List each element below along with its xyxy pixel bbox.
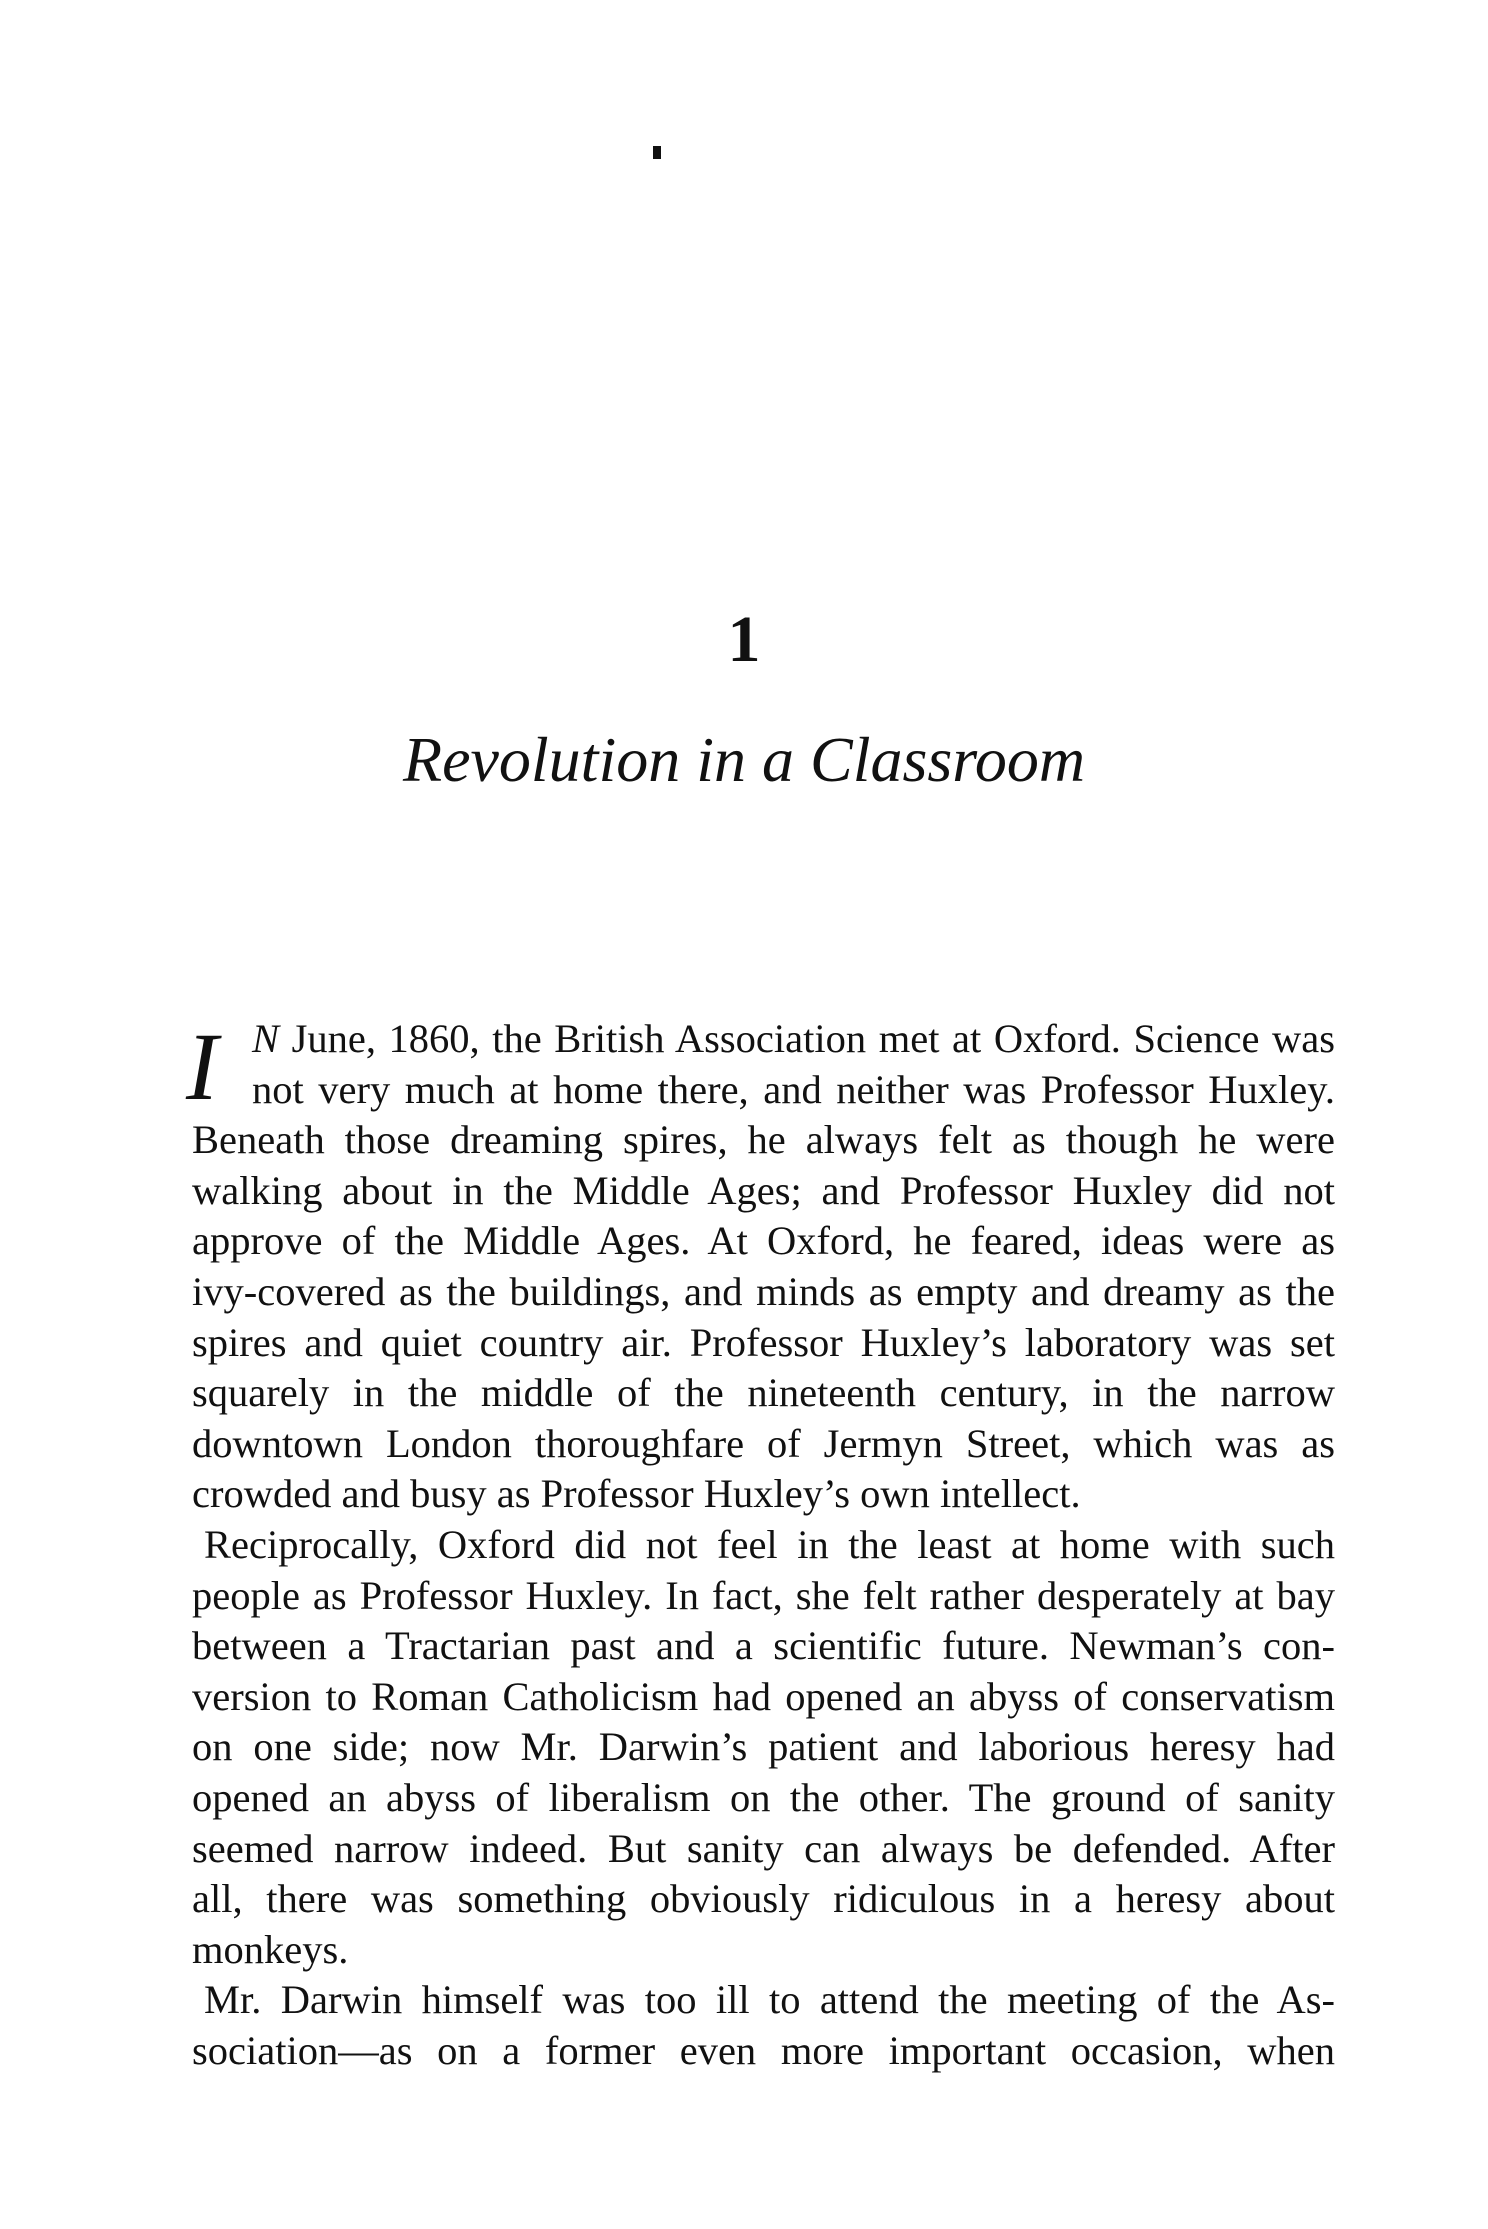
paragraph-3 [192,1975,1335,2076]
text-line: ivy-covered as the buildings, and minds as empty and dreamy as the [192,1268,1335,1314]
text-line-content: June, 1860, the British Association met at Oxford. Science was [279,1016,1335,1061]
text-line: version to Roman Catholicism had opened an abyss of conservatism [192,1673,1335,1719]
text-line: sociation—as on a former even more important occasion, when [192,2027,1335,2073]
text-line: Beneath those dreaming spires, he always felt as though he were [192,1117,1335,1163]
text-line: downtown London thoroughfare of Jermyn Street, which was as [192,1420,1335,1466]
drop-cap: I [186,1013,218,1120]
chapter-title: Revolution in a Classroom [402,724,1086,795]
text-line: on one side; now Mr. Darwin’s patient and laborious heresy had [192,1724,1335,1770]
top-mark [653,146,661,159]
paragraph-2 [192,1520,1335,1975]
text-line: between a Tractarian past and a scientific future. Newman’s con- [192,1623,1335,1669]
text-line: Mr. Darwin himself was too ill to attend the meeting of the As- [204,1977,1335,2023]
text-line: people as Professor Huxley. In fact, she felt rather desperately at bay [192,1572,1335,1618]
text-line: spires and quiet country air. Professor Huxley’s laboratory was set [192,1319,1335,1365]
text-line: squarely in the middle of the nineteenth century, in the narrow [192,1370,1335,1416]
text-line: opened an abyss of liberalism on the other. The ground of sanity [192,1774,1335,1820]
text-line: all, there was something obviously ridiculous in a heresy about [192,1876,1335,1922]
text-line: walking about in the Middle Ages; and Professor Huxley did not [192,1167,1335,1213]
paragraph-1 [186,1013,1335,1520]
text-line [192,1014,1335,1065]
text-line: approve of the Middle Ages. At Oxford, he feared, ideas were as [192,1218,1335,1264]
body-text [186,1013,1335,2076]
text-line: monkeys. [192,1926,349,1972]
first-word-tail: N [252,1016,280,1061]
text-line: not very much at home there, and neither was Professor Huxley. [252,1066,1335,1112]
text-line: Reciprocally, Oxford did not feel in the least at home with such [204,1521,1335,1567]
text-line: seemed narrow indeed. But sanity can always be defended. After [192,1825,1335,1871]
text-line: crowded and busy as Professor Huxley’s own intellect. [192,1471,1081,1517]
chapter-number: 1 [727,603,761,676]
